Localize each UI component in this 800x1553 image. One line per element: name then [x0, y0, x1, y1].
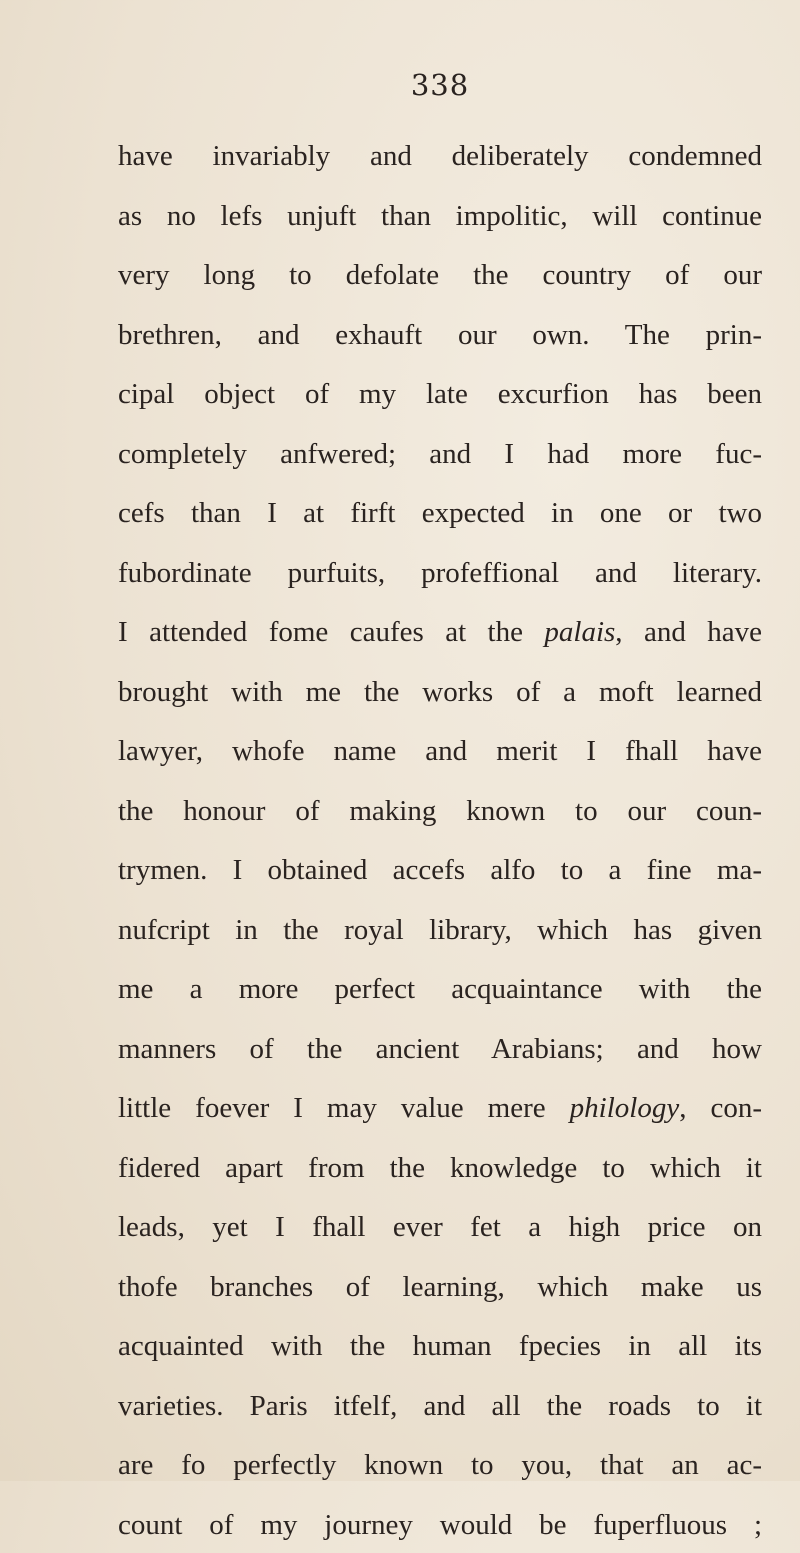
text-line: [0, 1080, 800, 1136]
text-line-content: completely anfwered; and I had more fuc-: [118, 437, 762, 470]
text-line-content: nufcript in the royal library, which has given: [118, 913, 762, 946]
text-line-content: I attended fome caufes at the palais, and have: [118, 616, 762, 648]
text-line: [0, 426, 800, 482]
text-line: [0, 545, 800, 601]
text-line: [0, 664, 800, 720]
text-line-content: are fo perfectly known to you, that an ac-: [118, 1449, 762, 1481]
text-line: [0, 1437, 800, 1493]
text-line: [0, 1140, 800, 1196]
text-line-content: fubordinate purfuits, profeffional and literary.: [118, 556, 762, 589]
text-line: [0, 1318, 800, 1374]
text-line-content: very long to defolate the country of our: [118, 259, 762, 291]
text-line: [0, 902, 800, 958]
text-line: [0, 783, 800, 839]
text-line-content: acquainted with the human fpecies in all its: [118, 1330, 762, 1362]
page-number: 338: [410, 68, 470, 102]
text-line-content: have invariably and deliberately condemned: [118, 140, 762, 172]
text-line: [0, 188, 800, 244]
text-line-content: leads, yet I fhall ever fet a high price on: [118, 1211, 762, 1243]
text-line-content: count of my journey would be fuperfluous ;: [118, 1508, 762, 1541]
text-line-content: cipal object of my late excurfion has been: [118, 378, 762, 410]
text-line-content: fidered apart from the knowledge to which it: [118, 1151, 762, 1184]
text-line-content: brought with me the works of a moft learned: [118, 675, 762, 708]
text-line: [0, 485, 800, 541]
text-line: [0, 604, 800, 660]
text-line: [0, 366, 800, 422]
text-line: [0, 723, 800, 779]
text-line-content: the honour of making known to our coun-: [118, 794, 762, 827]
text-line: [0, 1378, 800, 1434]
text-line-content: trymen. I obtained accefs alfo to a fine ma-: [118, 854, 762, 886]
text-line-content: brethren, and exhauft our own. The prin-: [118, 318, 762, 351]
text-line-content: as no lefs unjuft than impolitic, will continue: [118, 199, 762, 232]
text-line: [0, 247, 800, 303]
text-line-content: varieties. Paris itfelf, and all the roads to it: [118, 1389, 762, 1422]
text-line-content: lawyer, whofe name and merit I fhall have: [118, 735, 762, 767]
text-line-content: me a more perfect acquaintance with the: [118, 973, 762, 1005]
text-line: [0, 1199, 800, 1255]
text-line: [0, 842, 800, 898]
text-line-content: thofe branches of learning, which make us: [118, 1270, 762, 1303]
text-line: [0, 128, 800, 184]
text-line-content: cefs than I at firft expected in one or two: [118, 497, 762, 529]
text-line: [0, 307, 800, 363]
text-line: [0, 1259, 800, 1315]
text-line: [0, 961, 800, 1017]
text-line-content: little foever I may value mere philology, con-: [118, 1092, 762, 1124]
text-line-content: manners of the ancient Arabians; and how: [118, 1032, 762, 1065]
text-line: [0, 1497, 800, 1553]
text-line: [0, 1021, 800, 1077]
